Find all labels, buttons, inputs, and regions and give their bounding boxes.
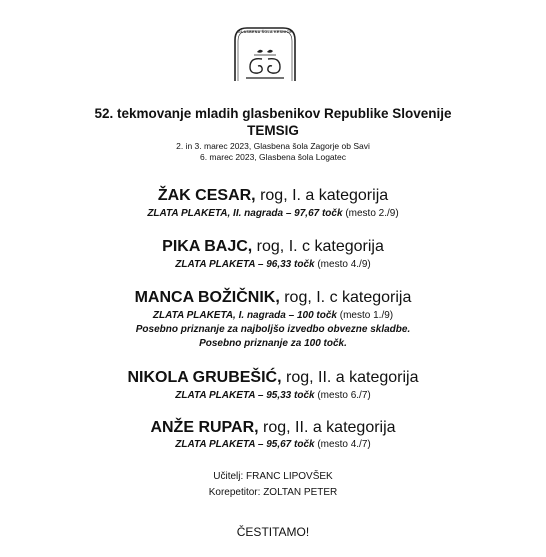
competitor-award-line bbox=[0, 309, 546, 322]
competitor-award: ZLATA PLAKETA, I. nagrada – 100 točk bbox=[152, 310, 337, 321]
accompanist-line: Korepetitor: ZOLTAN PETER bbox=[208, 487, 338, 498]
teacher-line: Učitelj: FRANC LIPOVŠEK bbox=[213, 471, 333, 482]
music-school-logo-icon bbox=[232, 26, 298, 84]
competitor-name: NIKOLA GRUBEŠIĆ, bbox=[127, 369, 282, 386]
competitor-name-line bbox=[0, 288, 546, 308]
competitor-name-line bbox=[0, 237, 546, 257]
competitor-name: MANCA BOŽIČNIK, bbox=[134, 289, 280, 306]
competitor-details: rog, II. a kategorija bbox=[281, 369, 419, 386]
competition-subtitle: TEMSIG bbox=[247, 123, 299, 138]
competitor-name: PIKA BAJC, bbox=[162, 238, 253, 255]
competitor-name-line bbox=[0, 368, 546, 388]
competitor-place: (mesto 1./9) bbox=[336, 310, 394, 321]
competitor-award-line bbox=[0, 207, 546, 220]
special-recognition: Posebno priznanje za 100 točk. bbox=[199, 338, 347, 349]
competitor-award: ZLATA PLAKETA – 95,33 točk bbox=[175, 390, 315, 401]
competition-title: 52. tekmovanje mladih glasbenikov Republike Slovenije bbox=[94, 106, 452, 121]
competitor-place: (mesto 6./7) bbox=[314, 390, 371, 401]
competitor-details: rog, I. c kategorija bbox=[252, 238, 384, 255]
competitor-details: rog, I. c kategorija bbox=[279, 289, 412, 306]
competitor-place: (mesto 4./7) bbox=[314, 439, 371, 450]
competitor-name: ŽAK CESAR, bbox=[157, 187, 256, 204]
date-line-1: 2. in 3. marec 2023, Glasbena šola Zagorje ob Savi bbox=[176, 141, 370, 151]
school-logo bbox=[232, 26, 298, 84]
competitor-award: ZLATA PLAKETA, II. nagrada – 97,67 točk bbox=[147, 208, 343, 219]
competitor-name-line bbox=[0, 418, 546, 438]
date-line-2: 6. marec 2023, Glasbena šola Logatec bbox=[199, 152, 346, 162]
competitor-place: (mesto 4./9) bbox=[314, 259, 371, 270]
special-recognition: Posebno priznanje za najboljšo izvedbo obvezne skladbe. bbox=[135, 324, 411, 335]
competitor-award: ZLATA PLAKETA – 96,33 točk bbox=[175, 259, 315, 270]
competitor-award: ZLATA PLAKETA – 95,67 točk bbox=[175, 439, 315, 450]
congratulations-text: ČESTITAMO! bbox=[236, 525, 310, 539]
competitor-award-line bbox=[0, 438, 546, 451]
competitor-award-line bbox=[0, 389, 546, 402]
competitor-name-line bbox=[0, 186, 546, 206]
competitor-details: rog, I. a kategorija bbox=[255, 187, 389, 204]
logo-text: GLASBENA ŠOLA KESNICE bbox=[237, 30, 293, 34]
competitor-award-line bbox=[0, 258, 546, 271]
competitor-name: ANŽE RUPAR, bbox=[150, 419, 259, 436]
competitor-place: (mesto 2./9) bbox=[342, 208, 399, 219]
competitor-details: rog, II. a kategorija bbox=[258, 419, 396, 436]
